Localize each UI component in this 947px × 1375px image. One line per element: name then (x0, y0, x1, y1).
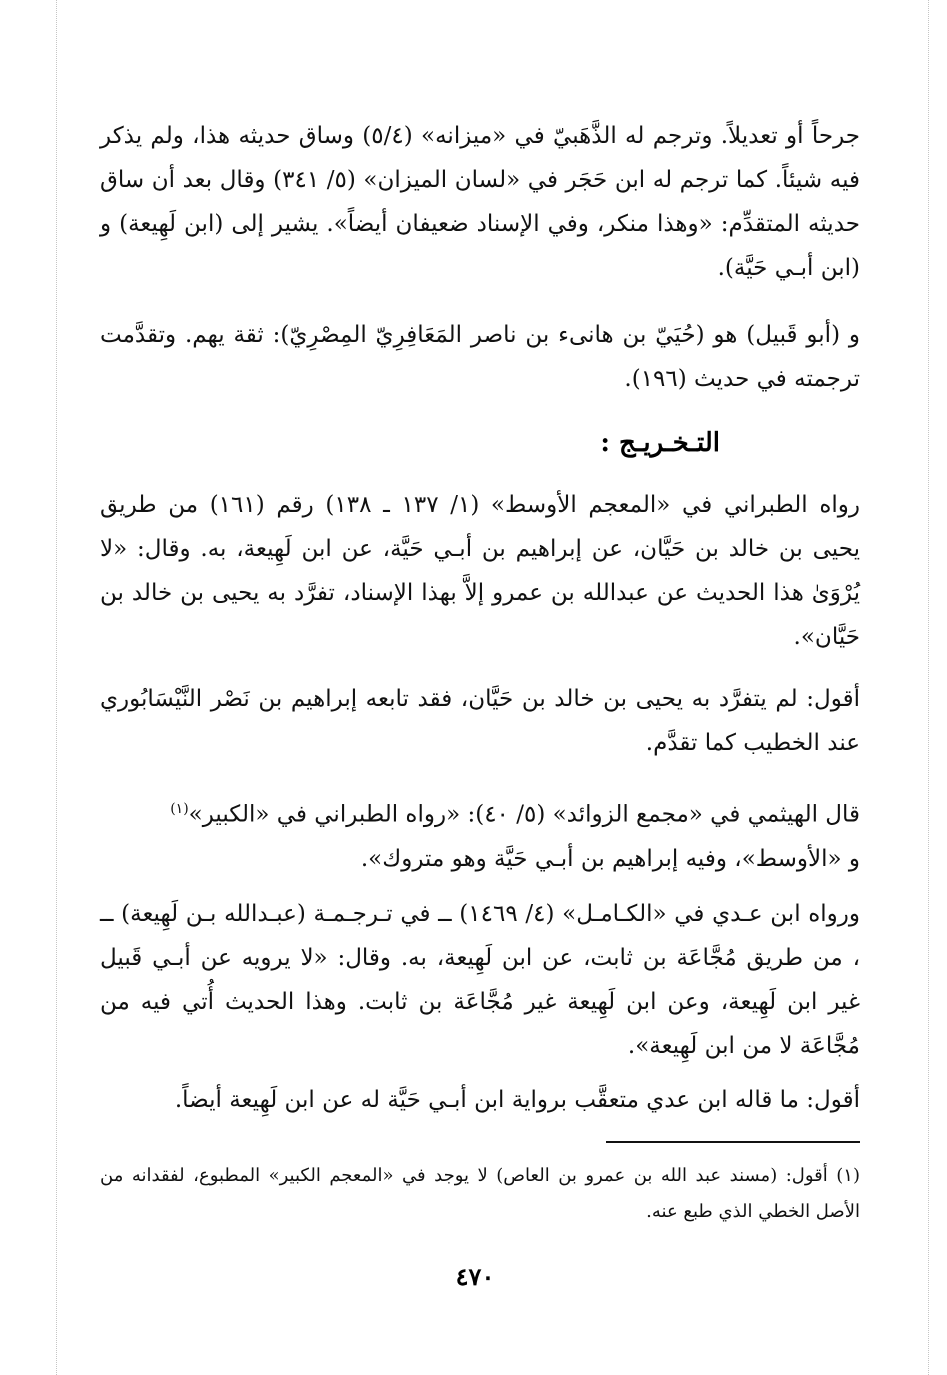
paragraph-5-line-1: قال الهيثمي في «مجمع الزوائد» (٥/ ٤٠): «رواه الطبراني في «الكبير» (188, 801, 860, 828)
paragraph-7-block (100, 1078, 860, 1122)
paragraph-4: أقول: لم يتفرَّد به يحيى بن خالد بن حَيَّان، فقد تابعه إبراهيم بن نَصْر النَّيْسَابُوري عند الخطيب كما تقدَّم. (100, 686, 860, 756)
paragraph-3-block (100, 483, 860, 659)
paragraph-5-line-2: و «الأوسط»، وفيه إبراهيم بن أبـي حَيَّة وهو متروك». (360, 845, 860, 872)
paragraph-6-block (100, 892, 860, 1068)
left-margin-guide (56, 0, 57, 1375)
right-margin-guide (928, 0, 929, 1375)
footnote-marker: (١) (170, 801, 189, 817)
paragraph-2-block (100, 313, 860, 401)
page-number: ٤٧٠ (455, 1262, 495, 1291)
paragraph-3: رواه الطبراني في «المعجم الأوسط» (١/ ١٣٧ ـ ١٣٨) رقم (١٦١) من طريق يحيى بن خالد بن حَيَّان، عن إبراهيم بن أبـي حَيَّة، عن ابن لَهِيعة، به. وقال: «لا يُرْوَىٰ هذا الحديث عن عبدالله بن عمرو إلاَّ بهذا الإسناد، تفرَّد به يحيى بن خالد بن حَيَّان». (100, 492, 860, 650)
paragraph-2: و (أبو قَبيل) هو (حُيَيّ بن هانىء بن ناصر المَعَافِرِيّ المِصْرِيّ): ثقة يهم. وتقدَّمت ترجمته في حديث (١٩٦). (100, 322, 860, 392)
paragraph-1: جرحاً أو تعديلاً. وترجم له الذَّهَبيّ في «ميزانه» (٥/٤) وساق حديثه هذا، ولم يذكر فيه شيئاً. كما ترجم له ابن حَجَر في «لسان الميزان» (٥/ ٣٤١) وقال بعد أن ساق حديثه المتقدِّم: «وهذا منكر، وفي الإسناد ضعيفان أيضاً». يشير إلى (ابن لَهِيعة) و (ابن أبـي حَيَّة). (100, 123, 861, 281)
section-heading: التـخـريـج : (600, 428, 720, 458)
paragraph-1-block (100, 114, 860, 290)
paragraph-5-block (100, 787, 860, 881)
footnote: (١) أقول: (مسند عبد الله بن عمرو بن العاص) لا يوجد في «المعجم الكبير» المطبوع، لفقدانه من الأصل الخطي الذي طبع عنه. (100, 1165, 860, 1222)
paragraph-4-block (100, 677, 860, 765)
paragraph-5 (100, 787, 860, 881)
footnote-separator (606, 1141, 860, 1143)
paragraph-6: ورواه ابن عـدي في «الكـامـل» (٤/ ١٤٦٩) ــ في تـرجـمـة (عبـدالله بـن لَهِيعة) ــ ، من طريق مُجَّاعَة بن ثابت، عن ابن لَهِيعة، به. وقال: «لا يرويه عن أبـي قَبيل غير ابن لَهِيعة، وعن ابن لَهِيعة غير مُجَّاعَة بن ثابت. وهذا الحديث أُتي فيه من مُجَّاعَة لا من ابن لَهِيعة». (100, 901, 861, 1059)
paragraph-7: أقول: ما قاله ابن عدي متعقَّب برواية ابن أبـي حَيَّة له عن ابن لَهِيعة أيضاً. (174, 1087, 860, 1113)
